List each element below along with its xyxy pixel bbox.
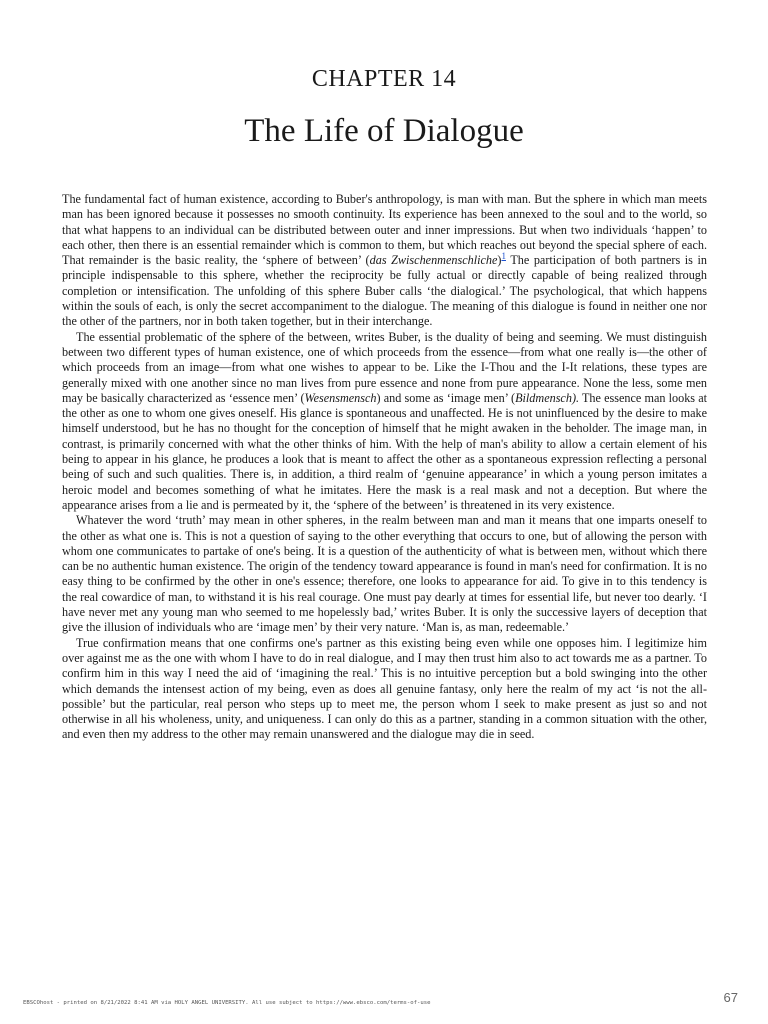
paragraph-2-text-c: The essence man looks at the other as one to whom one gives oneself. His glance is spontaneous and unaffected. He is not uninfluenced by the desire to make himself understood, but he has no thought for the conception of himself that he might awaken in the beholder. The image man, in contrast, is primarily concerned with what the other thinks of him. With the help of man's ability to allow a certain element of his being to appear in his glance, he produces a look that is meant to affect the other as a spontaneous expression reflecting a personal being of such and such qualities. There is, in addition, a third realm of ‘genuine appearance’ in which a young person imitates a heroic model and becomes something of what he imitates. Here the mask is a real mask and not a deception. But where the appearance arises from a lie and is permeated by it, the ‘sphere of the between’ is threatened in its very existence. — [62, 390, 708, 512]
footnote-link[interactable]: 1 — [501, 251, 506, 262]
paragraph-1 — [62, 192, 707, 330]
chapter-label: CHAPTER 14 — [311, 66, 457, 92]
footer-license-text: EBSCOhost - printed on 8/21/2022 8:41 AM via HOLY ANGEL UNIVERSITY. All use subject to https://www.ebsco.com/terms-of-use — [23, 1000, 431, 1006]
paragraph-2-italic-term-1: Wesensmensch — [304, 390, 377, 405]
chapter-title: The Life of Dialogue — [244, 113, 524, 149]
paragraph-2-italic-term-2: Bildmensch). — [515, 390, 580, 405]
paragraph-1-italic-term: das Zwischenmenschliche — [369, 253, 498, 268]
paragraph-3: Whatever the word ‘truth’ may mean in other spheres, in the realm between man and man it means that one imparts oneself to the other as what one is. This is not a question of saying to the other everything that occurs to one, but of allowing the person with whom one communicates to partake of one's being. It is a question of the authenticity of what is between men, without which there can be no authentic human existence. The origin of the tendency toward appearance is found in man's need for confirmation. It is no easy thing to be confirmed by the other in one's essence; therefore, one looks to appearance for aid. To give in to this tendency is the real cowardice of man, to withstand it is his real courage. One must pay dearly at times for essential life, but never too dearly. ‘I have never met any young man who seemed to me hopelessly bad,’ writes Buber. It is only the successive layers of deception that give the illusion of individuals who are ‘image men’ by their very nature. ‘Man is, as man, redeemable.’ — [62, 513, 707, 635]
paragraph-2 — [62, 330, 707, 514]
paragraph-1-text-c: The participation of both partners is in principle indispensable to this sphere, whether the reciprocity be fully actual or directly capable of being realized through completion or intensification. The unfolding of this sphere Buber calls ‘the dialogical.’ The psychological, that which happens within the souls of each, is only the secret accompaniment to the dialogue. The meaning of this dialogue is found in neither one nor the other of the partners, nor in both taken together, but in their interchange. — [62, 253, 707, 329]
paragraph-4: True confirmation means that one confirms one's partner as this existing being even while one opposes him. I legitimize him over against me as the one with whom I have to do in real dialogue, and I may then trust him also to act towards me as a partner. To confirm him in this way I need the aid of ‘imagining the real.’ This is no intuitive perception but a bold swinging into the other which demands the intensest action of my being, even as does all genuine fantasy, only here the realm of my act ‘is not the all-possible’ but the particular, real person who steps up to meet me, the person whom I seek to make present as just so and not otherwise in all his wholeness, unity, and uniqueness. I can only do this as a partner, standing in a common situation with the other, and even then my address to the other may remain unanswered and the dialogue may die in seed. — [62, 635, 707, 742]
body-text — [62, 192, 707, 743]
paragraph-2-text-b: ) and some as ‘image men’ ( — [376, 390, 516, 405]
paragraph-1-text-b: ) — [497, 253, 502, 268]
page-number: 67 — [723, 990, 738, 1005]
paragraph-2-text-a: The essential problematic of the sphere of the between, writes Buber, is the duality of being and seeming. We must distinguish between two different types of human existence, one of which proceeds from the essence—from what one really is—the other of which proceeds from an image—from what one wishes to appear to be. Like the I-Thou and the I-It relations, these types are generally mixed with one another since no man lives from pure essence and none from pure appearance. None the less, some men may be basically characterized as ‘essence men’ ( — [62, 329, 707, 405]
paragraph-1-text-a: The fundamental fact of human existence, according to Buber's anthropology, is man with man. But the sphere in which man meets man has been ignored because it possesses no smooth continuity. Its experience has been annexed to the soul and to the world, so that what happens to an individual can be distributed between outer and inner impressions. But when two individuals ‘happen’ to each other, then there is an essential remainder which is common to them, but which reaches out beyond the special sphere of each. That remainder is the basic reality, the ‘sphere of between’ ( — [62, 192, 707, 268]
